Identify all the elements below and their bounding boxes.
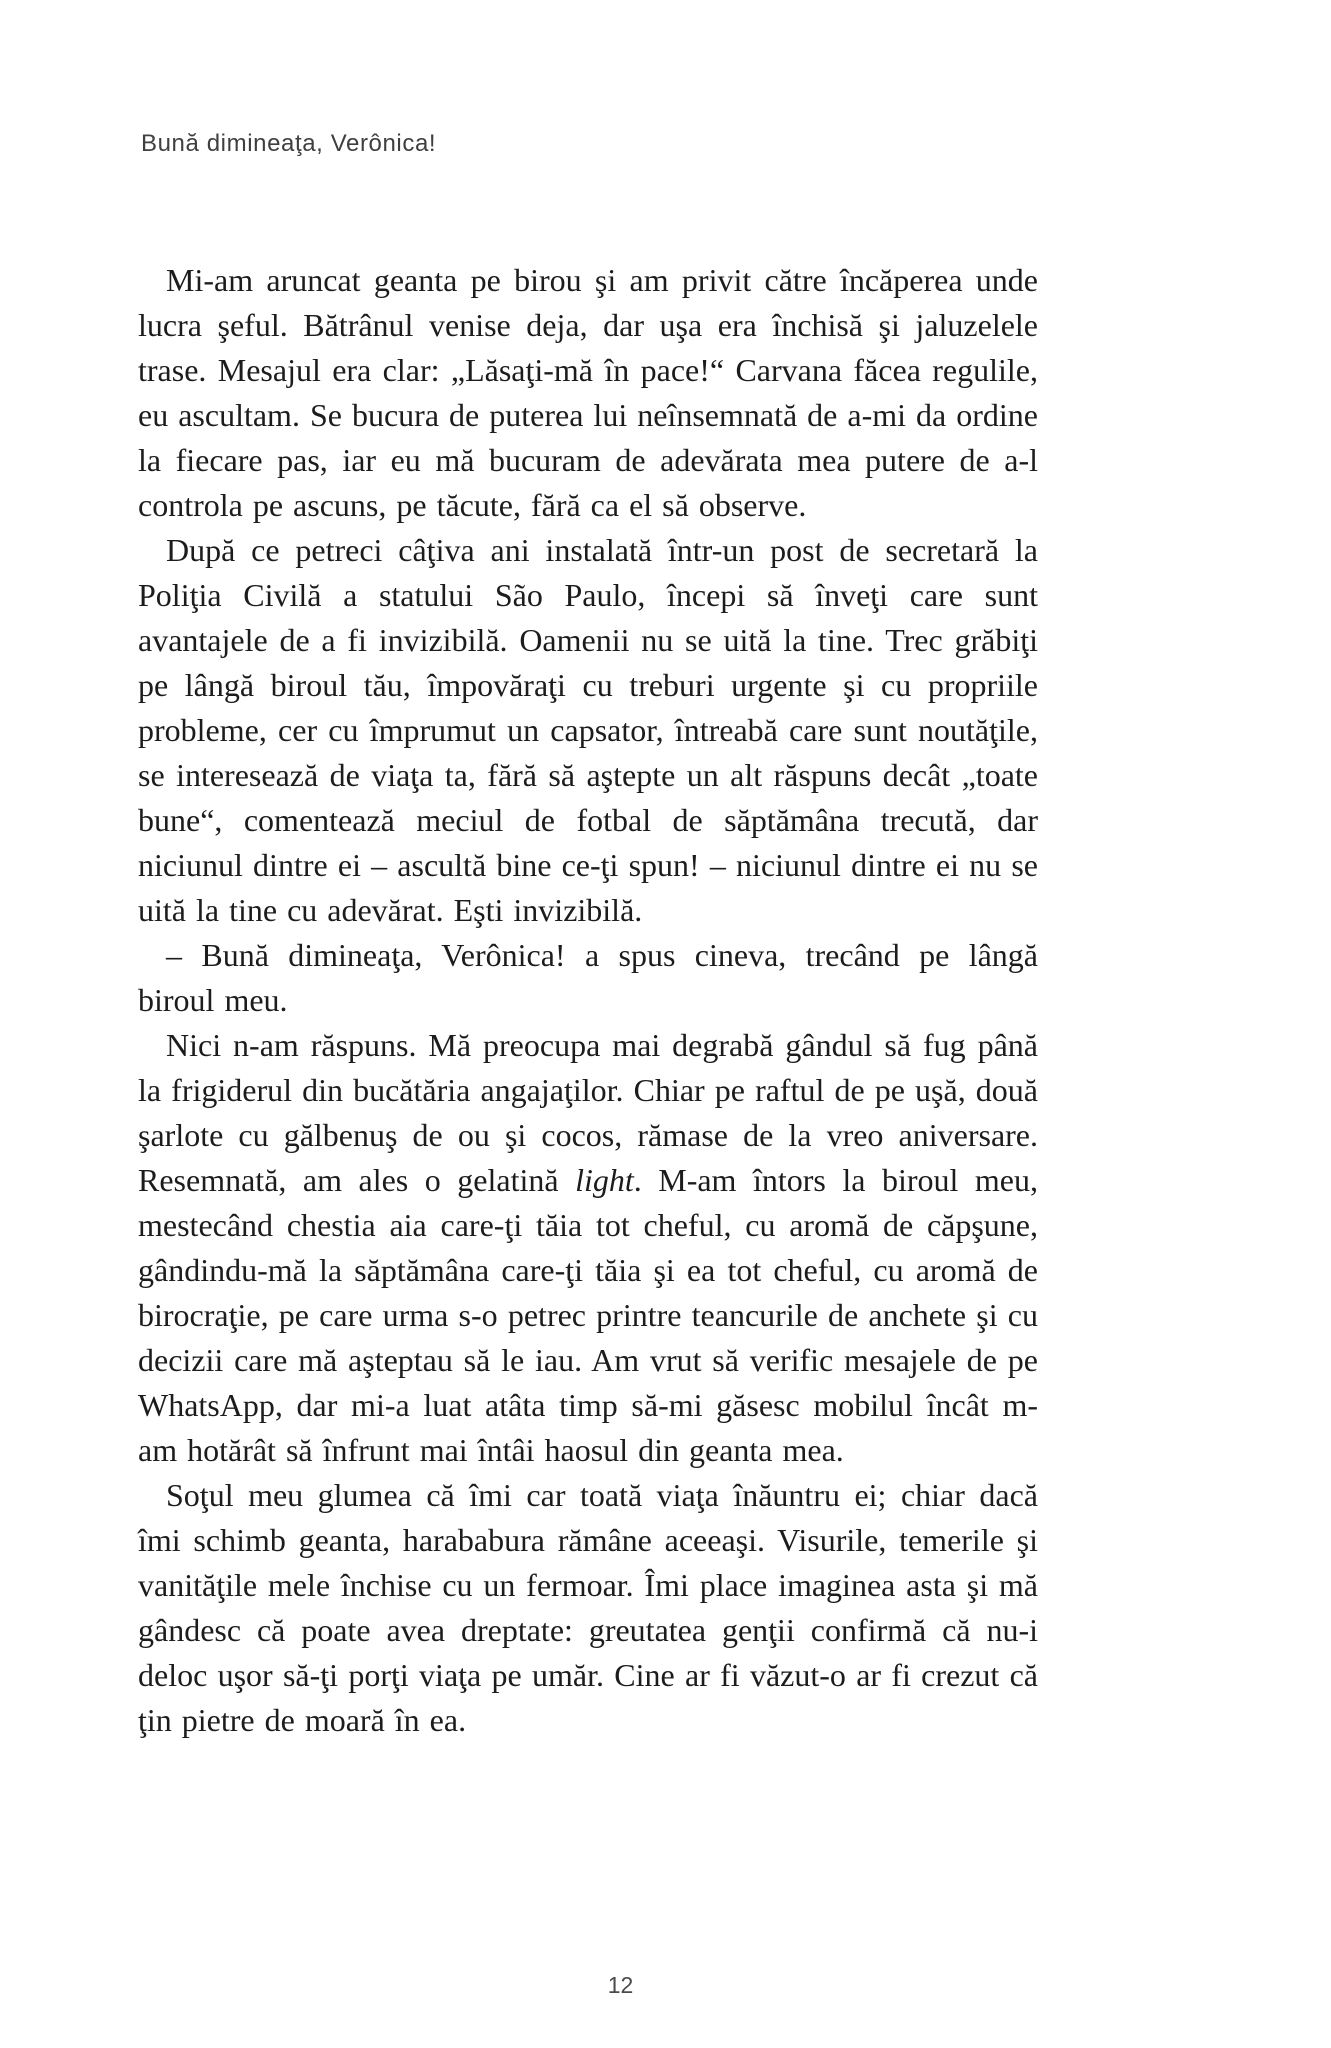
page-number: 12 <box>607 1972 634 1998</box>
paragraph-3-dialogue: – Bună dimineaţa, Verônica! a spus cineva, trecând pe lângă biroul meu. <box>138 937 1038 1018</box>
paragraph-4-text-continued: . M-am întors la biroul meu, mestecând chestia aia care-ţi tăia tot cheful, cu aromă de căpşune, gândindu-mă la săptămâna care-ţi tăia şi ea tot cheful, cu aromă de birocraţie, pe care urma s-o petrec printre teancurile de anchete şi cu decizii care mă aşteptau să le iau. Am vrut să verific mesajele de pe WhatsApp, dar mi-a luat atâta timp să-mi găsesc mobilul încât m-am hotărât să înfrunt mai întâi haosul din geanta mea. <box>138 1162 1039 1468</box>
paragraph-5: Soţul meu glumea că îmi car toată viaţa înăuntru ei; chiar dacă îmi schimb geanta, harababura rămâne aceeaşi. Visurile, temerile şi vanităţile mele închise cu un fermoar. Îmi place imaginea asta şi mă gândesc că poate avea dreptate: greutatea genţii confirmă că nu-i deloc uşor să-ţi porţi viaţa pe umăr. Cine ar fi văzut-o ar fi crezut că ţin pietre de moară în ea. <box>138 1477 1038 1738</box>
paragraph-4-text: Nici n-am răspuns. Mă preocupa mai degrabă gândul să fug până la frigiderul din bucătăria angajaţilor. Chiar pe raftul de pe uşă, două şarlote cu gălbenuş de ou şi cocos, rămase de la vreo aniversare. Resemnată, am ales o gelatină <box>138 1027 1038 1198</box>
paragraph-4 <box>138 1023 1038 1473</box>
paragraph-2: După ce petreci câţiva ani instalată într-un post de secretară la Poliţia Civilă a statului São Paulo, începi să înveţi care sunt avantajele de a fi invizibilă. Oamenii nu se uită la tine. Trec grăbiţi pe lângă biroul tău, împovăraţi cu treburi urgente şi cu propriile probleme, cer cu împrumut un capsator, întreabă care sunt noutăţile, se interesează de viaţa ta, fără să aştepte un alt răspuns decât „toate bune“, comentează meciul de fotbal de săptămâna trecută, dar niciunul dintre ei – ascultă bine ce-ţi spun! – niciunul dintre ei nu se uită la tine cu adevărat. Eşti invizibilă. <box>138 532 1038 928</box>
paragraph-1: Mi-am aruncat geanta pe birou şi am privit către încăperea unde lucra şeful. Bătrânul venise deja, dar uşa era închisă şi jaluzelele trase. Mesajul era clar: „Lăsaţi-mă în pace!“ Carvana făcea regulile, eu ascultam. Se bucura de puterea lui neînsemnată de a-mi da ordine la fiecare pas, iar eu mă bucuram de adevărata mea putere de a-l controla pe ascuns, pe tăcute, fără ca el să observe. <box>138 262 1038 523</box>
running-header: Bună dimineaţa, Verônica! <box>141 130 437 157</box>
paragraph-4-italic-word: light <box>575 1162 634 1198</box>
text-block <box>138 258 1038 1743</box>
